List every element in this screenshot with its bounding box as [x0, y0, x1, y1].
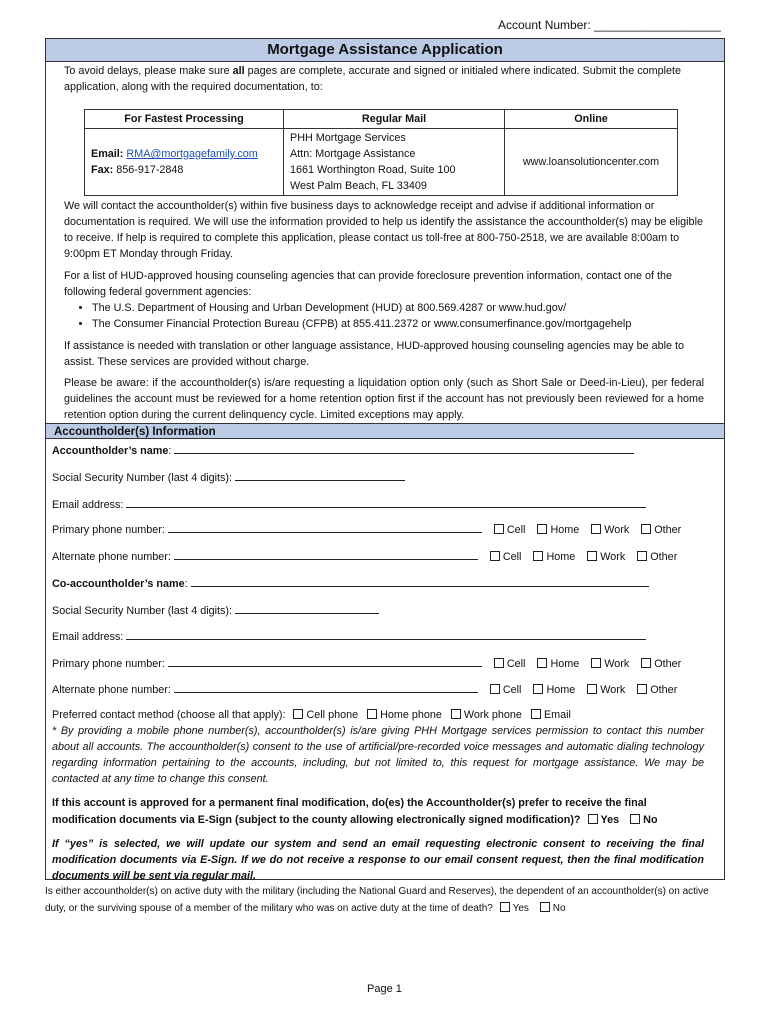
- preferred-label: Preferred contact method (choose all that apply):: [52, 709, 286, 721]
- email-link[interactable]: RMA@mortgagefamily.com: [126, 148, 258, 160]
- primary-phone-row: [52, 522, 681, 536]
- intro-text-2: pages are complete, accurate and signed or initialed where indicated. Submit the complete application, along with the required documentation, to:: [64, 65, 682, 93]
- hud-text: For a list of HUD-approved housing counseling agencies that can provide foreclosure prevention information, contact one of the following federal government agencies:: [64, 270, 672, 298]
- yes-label: Yes: [512, 903, 529, 914]
- ssn-field[interactable]: [235, 470, 405, 481]
- option-label: Cell: [502, 684, 522, 696]
- co-ssn-label: Social Security Number (last 4 digits):: [52, 605, 233, 617]
- account-number-label: Account Number: ___________________: [498, 18, 721, 32]
- co-ssn-row: [52, 603, 379, 617]
- home-phone-checkbox[interactable]: [367, 709, 377, 719]
- alternate-phone-field[interactable]: [174, 549, 478, 560]
- co-ssn-field[interactable]: [235, 603, 379, 614]
- fax-label: Fax:: [91, 164, 114, 176]
- intro-bold: all: [232, 65, 245, 77]
- no-label: No: [643, 814, 658, 826]
- co-email-row: [52, 629, 646, 643]
- option-label: Work: [600, 551, 626, 563]
- option-label: Work: [604, 524, 630, 536]
- hud-paragraph: [64, 268, 704, 332]
- header-mail: Regular Mail: [284, 110, 505, 129]
- accountholder-name-label: Accountholder’s name: [52, 445, 169, 457]
- cell-checkbox[interactable]: [494, 658, 504, 668]
- list-item: • The Consumer Financial Protection Bureau (CFPB) at 855.411.2372 or www.consumerfinance.gov/mortgagehelp: [92, 316, 704, 332]
- intro-text-1: To avoid delays, please make sure: [64, 65, 233, 77]
- fastest-cell: [85, 129, 284, 196]
- co-alternate-phone-row: [52, 682, 677, 696]
- option-label: Email: [543, 709, 571, 721]
- military-question-text: Is either accountholder(s) on active duty with the military (including the National Guard and Reserves), the dependent of an accountholder(s) on active duty, or the surviving spouse of a member of the military who was on active duty at the time of death?: [45, 886, 709, 914]
- co-alternate-phone-field[interactable]: [174, 682, 478, 693]
- home-checkbox[interactable]: [537, 524, 547, 534]
- cell-checkbox[interactable]: [494, 524, 504, 534]
- co-email-field[interactable]: [126, 629, 646, 640]
- primary-phone-field[interactable]: [168, 522, 482, 533]
- mail-cell: [284, 129, 505, 196]
- cell-phone-checkbox[interactable]: [293, 709, 303, 719]
- other-checkbox[interactable]: [641, 524, 651, 534]
- work-checkbox[interactable]: [587, 551, 597, 561]
- option-label: Work: [604, 658, 630, 670]
- alternate-phone-label: Alternate phone number:: [52, 551, 171, 563]
- home-checkbox[interactable]: [537, 658, 547, 668]
- home-checkbox[interactable]: [533, 684, 543, 694]
- email-field[interactable]: [126, 497, 646, 508]
- mail-line: West Palm Beach, FL 33409: [290, 180, 427, 192]
- co-alternate-phone-label: Alternate phone number:: [52, 684, 171, 696]
- option-label: Other: [650, 684, 678, 696]
- option-label: Other: [654, 658, 682, 670]
- esign-question: [52, 795, 704, 829]
- military-yes-checkbox[interactable]: [500, 902, 510, 912]
- header-fastest: For Fastest Processing: [85, 110, 284, 129]
- email-checkbox[interactable]: [531, 709, 541, 719]
- translation-paragraph: If assistance is needed with translation or other language assistance, HUD-approved housing counseling agencies may be able to assist. These services are provided without charge.: [64, 340, 684, 368]
- accountholder-name-field[interactable]: [174, 443, 634, 454]
- contact-paragraph: We will contact the accountholder(s) within five business days to acknowledge receipt and advise if additional information or documentation is required. We will use the information provided to help us identify the assistance the accountholder(s) may be eligible to receive. If help is required to complete this application, please contact us toll-free at 800-750-2518, we are available 8:00am to 9:00pm ET Monday through Friday.: [64, 200, 703, 260]
- page-number: Page 1: [367, 983, 402, 995]
- aware-paragraph: Please be aware: if the accountholder(s) is/are requesting a liquidation option only (such as Short Sale or Deed-in-Lieu), per federal guidelines the account must be reviewed for a home retention option first if the account has not previously been reviewed for a home retention option during the current delinquency cycle. Limited exceptions may apply.: [64, 377, 704, 421]
- no-label: No: [552, 903, 566, 914]
- military-question: [45, 883, 713, 917]
- preferred-contact-row: [52, 709, 571, 721]
- mail-line: PHH Mortgage Services: [290, 132, 406, 144]
- option-label: Home phone: [380, 709, 442, 721]
- cell-checkbox[interactable]: [490, 551, 500, 561]
- online-cell: www.loansolutioncenter.com: [505, 129, 678, 196]
- co-primary-phone-row: [52, 656, 681, 670]
- yes-label: Yes: [600, 814, 620, 826]
- option-label: Other: [654, 524, 682, 536]
- option-label: Work phone: [463, 709, 522, 721]
- fax-number: 856-917-2848: [116, 164, 184, 176]
- work-checkbox[interactable]: [587, 684, 597, 694]
- colon: :: [168, 445, 172, 457]
- mail-line: Attn: Mortgage Assistance: [290, 148, 416, 160]
- intro-paragraph: [64, 63, 704, 95]
- email-row: [52, 497, 646, 511]
- cell-checkbox[interactable]: [490, 684, 500, 694]
- esign-no-checkbox[interactable]: [630, 814, 640, 824]
- accountholder-name-row: [52, 443, 634, 457]
- primary-phone-label: Primary phone number:: [52, 524, 165, 536]
- form-title: Mortgage Assistance Application: [46, 39, 724, 62]
- co-email-label: Email address:: [52, 631, 124, 643]
- agency-list: [64, 300, 704, 332]
- mail-line: 1661 Worthington Road, Suite 100: [290, 164, 456, 176]
- ssn-label: Social Security Number (last 4 digits):: [52, 472, 233, 484]
- contact-table: [84, 109, 678, 196]
- option-label: Home: [546, 551, 576, 563]
- co-name-field[interactable]: [191, 576, 649, 587]
- other-checkbox[interactable]: [637, 684, 647, 694]
- option-label: Cell: [502, 551, 522, 563]
- ssn-row: [52, 470, 405, 484]
- option-label: Home: [546, 684, 576, 696]
- esign-note: If “yes” is selected, we will update our system and send an email requesting electronic consent to receiving the final modification documents via E-Sign. If we do not receive a response to our email consent request, then the final modification documents will be sent via regular mail.: [52, 838, 704, 882]
- colon: :: [184, 578, 188, 590]
- header-online: Online: [505, 110, 678, 129]
- other-checkbox[interactable]: [637, 551, 647, 561]
- other-checkbox[interactable]: [641, 658, 651, 668]
- co-primary-phone-field[interactable]: [168, 656, 482, 667]
- consent-text: * By providing a mobile phone number(s), accountholder(s) is/are giving PHH Mortgage services permission to contact this number about all accounts. The accountholder(s) consent to the use of artificial/pre-recorded voice messages and automatic dialing technology regarding information pertaining to the accounts, including, but not limited to, this request for mortgage assistance. We may be contacted at any time to change this consent.: [52, 725, 704, 785]
- list-item: • The U.S. Department of Housing and Urban Development (HUD) at 800.569.4287 or www.hud.gov/: [92, 300, 704, 316]
- section-header: Accountholder(s) Information: [46, 423, 724, 439]
- email-label: Email:: [91, 148, 124, 160]
- esign-yes-checkbox[interactable]: [588, 814, 598, 824]
- work-phone-checkbox[interactable]: [451, 709, 461, 719]
- email-label: Email address:: [52, 499, 124, 511]
- co-accountholder-name-row: [52, 576, 649, 590]
- esign-question-text: If this account is approved for a permanent final modification, do(es) the Accountholder(s) prefer to receive the final modification documents via E-Sign (subject to the county allowing electronically signed modification)?: [52, 797, 647, 826]
- option-label: Home: [550, 524, 580, 536]
- co-primary-phone-label: Primary phone number:: [52, 658, 165, 670]
- option-label: Other: [650, 551, 678, 563]
- work-checkbox[interactable]: [591, 658, 601, 668]
- work-checkbox[interactable]: [591, 524, 601, 534]
- home-checkbox[interactable]: [533, 551, 543, 561]
- military-no-checkbox[interactable]: [540, 902, 550, 912]
- option-label: Cell: [506, 524, 526, 536]
- option-label: Work: [600, 684, 626, 696]
- option-label: Cell: [506, 658, 526, 670]
- option-label: Home: [550, 658, 580, 670]
- co-name-label: Co-accountholder’s name: [52, 578, 185, 590]
- alternate-phone-row: [52, 549, 677, 563]
- option-label: Cell phone: [306, 709, 359, 721]
